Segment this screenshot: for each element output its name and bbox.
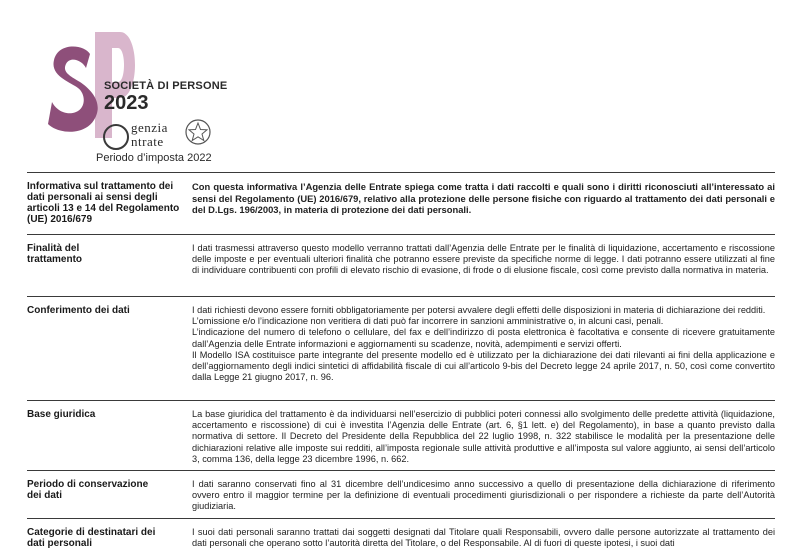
paragraph: L’omissione e/o l’indicazione non veritiera di dati può far incorrere in sanzioni amministrative o, in alcuni casi, penali. xyxy=(192,316,664,327)
paragraph: La base giuridica del trattamento è da individuarsi nell’esercizio di pubblici poteri connessi allo svolgimento delle predette attività (liquidazione, accertamento e riscossione) di cui è investita l’Agenzia delle Entrate (art. 6, §1 lett. e) del Regolamento), in base a quanto previsto dalla normativa di settore. Il Decreto del Presidente della Repubblica del 22 luglio 1998, n. 322 stabilisce le modalità per la presentazione delle dichiarazioni relative alle imposte sui redditi, all’imposta regionale sulle attività produttive e all’imposta sul valore aggiunto, ai sensi dell’articolo 3, comma 136, della legge 23 dicembre 1996, n. 662. xyxy=(192,409,775,464)
tax-period: Periodo d’imposta 2022 xyxy=(96,152,212,164)
section-label: Base giuridica xyxy=(27,409,96,420)
intro-label: Informativa sul trattamento dei dati personali ai sensi degli articoli 13 e 14 del Regolamento (UE) 2016/679 xyxy=(27,181,180,225)
paragraph: L’indicazione del numero di telefono o cellulare, del fax e dell’indirizzo di posta elettronica è facoltativa e consente di ricevere gratuitamente dall’Agenzia delle Entrate informazioni e aggiornamenti su scadenze, novità, adempimenti e servizi offerti. xyxy=(192,327,775,349)
agency-emblem-icon xyxy=(103,124,129,150)
section-conservazione xyxy=(27,470,775,519)
section-text xyxy=(192,527,775,549)
agency-name-line1: genzia xyxy=(131,120,168,135)
section-label: Periodo di conservazione dei dati xyxy=(27,479,149,501)
section-destinatari xyxy=(27,518,775,551)
section-text xyxy=(192,409,775,465)
italian-republic-emblem-icon xyxy=(183,117,213,147)
paragraph: I dati saranno conservati fino al 31 dicembre dell’undicesimo anno successivo a quello di presentazione della dichiarazione di riferimento ovvero entro il maggior termine per la definizione di eventuali procedimenti giurisdizionali o per rispondere a richieste da parte dell’Autorità giudiziaria. xyxy=(192,479,775,512)
section-label: Finalità del trattamento xyxy=(27,243,83,265)
paragraph: Il Modello ISA costituisce parte integrante del presente modello ed è utilizzato per la dichiarazione dei dati rilevanti ai fini della applicazione e dell’aggiornamento degli indici sintetici di affidabilità fiscale di cui all’articolo 9-bis del Decreto legge 24 aprile 2017, n. 50, così come convertito dalla Legge 21 giugno 2017, n. 96. xyxy=(192,349,775,383)
agency-name-line2: ntrate xyxy=(131,134,164,149)
intro-text: Con questa informativa l’Agenzia delle Entrate spiega come tratta i dati raccolti e quali sono i diritti riconosciuti all’interessato ai sensi del Regolamento (UE) 2016/679, relativo alla protezione delle persone fisiche con riguardo al trattamento dei dati personali e del D.Lgs. 196/2003, in materia di protezione dei dati personali. xyxy=(192,181,775,215)
section-label: Conferimento dei dati xyxy=(27,305,130,316)
section-text xyxy=(192,479,775,513)
section-text xyxy=(192,243,775,277)
form-title: SOCIETÀ DI PERSONE xyxy=(104,80,228,92)
paragraph: I dati trasmessi attraverso questo modello verranno trattati dall’Agenzia delle Entrate per le finalità di liquidazione, accertamento e riscossione delle imposte e per eventuali ulteriori finalità che potranno essere previste da specifiche norme di legge. I dati potranno essere utilizzati al fine di individuare contribuenti con profili di elevato rischio di evasione, di frode o di elusione fiscale, così come previsto dalla normativa in materia. xyxy=(192,243,775,276)
section-base-giuridica xyxy=(27,400,775,471)
section-label: Categorie di destinatari dei dati personali xyxy=(27,527,156,549)
form-year: 2023 xyxy=(104,92,149,114)
intro-row xyxy=(27,172,775,235)
section-finalita xyxy=(27,234,775,297)
form-header xyxy=(0,0,801,172)
paragraph: I suoi dati personali saranno trattati dai soggetti designati dal Titolare quali Responsabili, ovvero dalle persone autorizzate al trattamento dei dati personali che operano sotto l’autorità diretta del Titolare, o del Responsabile. Al di fuori di queste ipotesi, i suoi dati xyxy=(192,527,775,549)
section-conferimento xyxy=(27,296,775,401)
paragraph: I dati richiesti devono essere forniti obbligatoriamente per potersi avvalere degli effetti delle disposizioni in materia di dichiarazione dei redditi. xyxy=(192,305,766,315)
section-text xyxy=(192,305,775,383)
